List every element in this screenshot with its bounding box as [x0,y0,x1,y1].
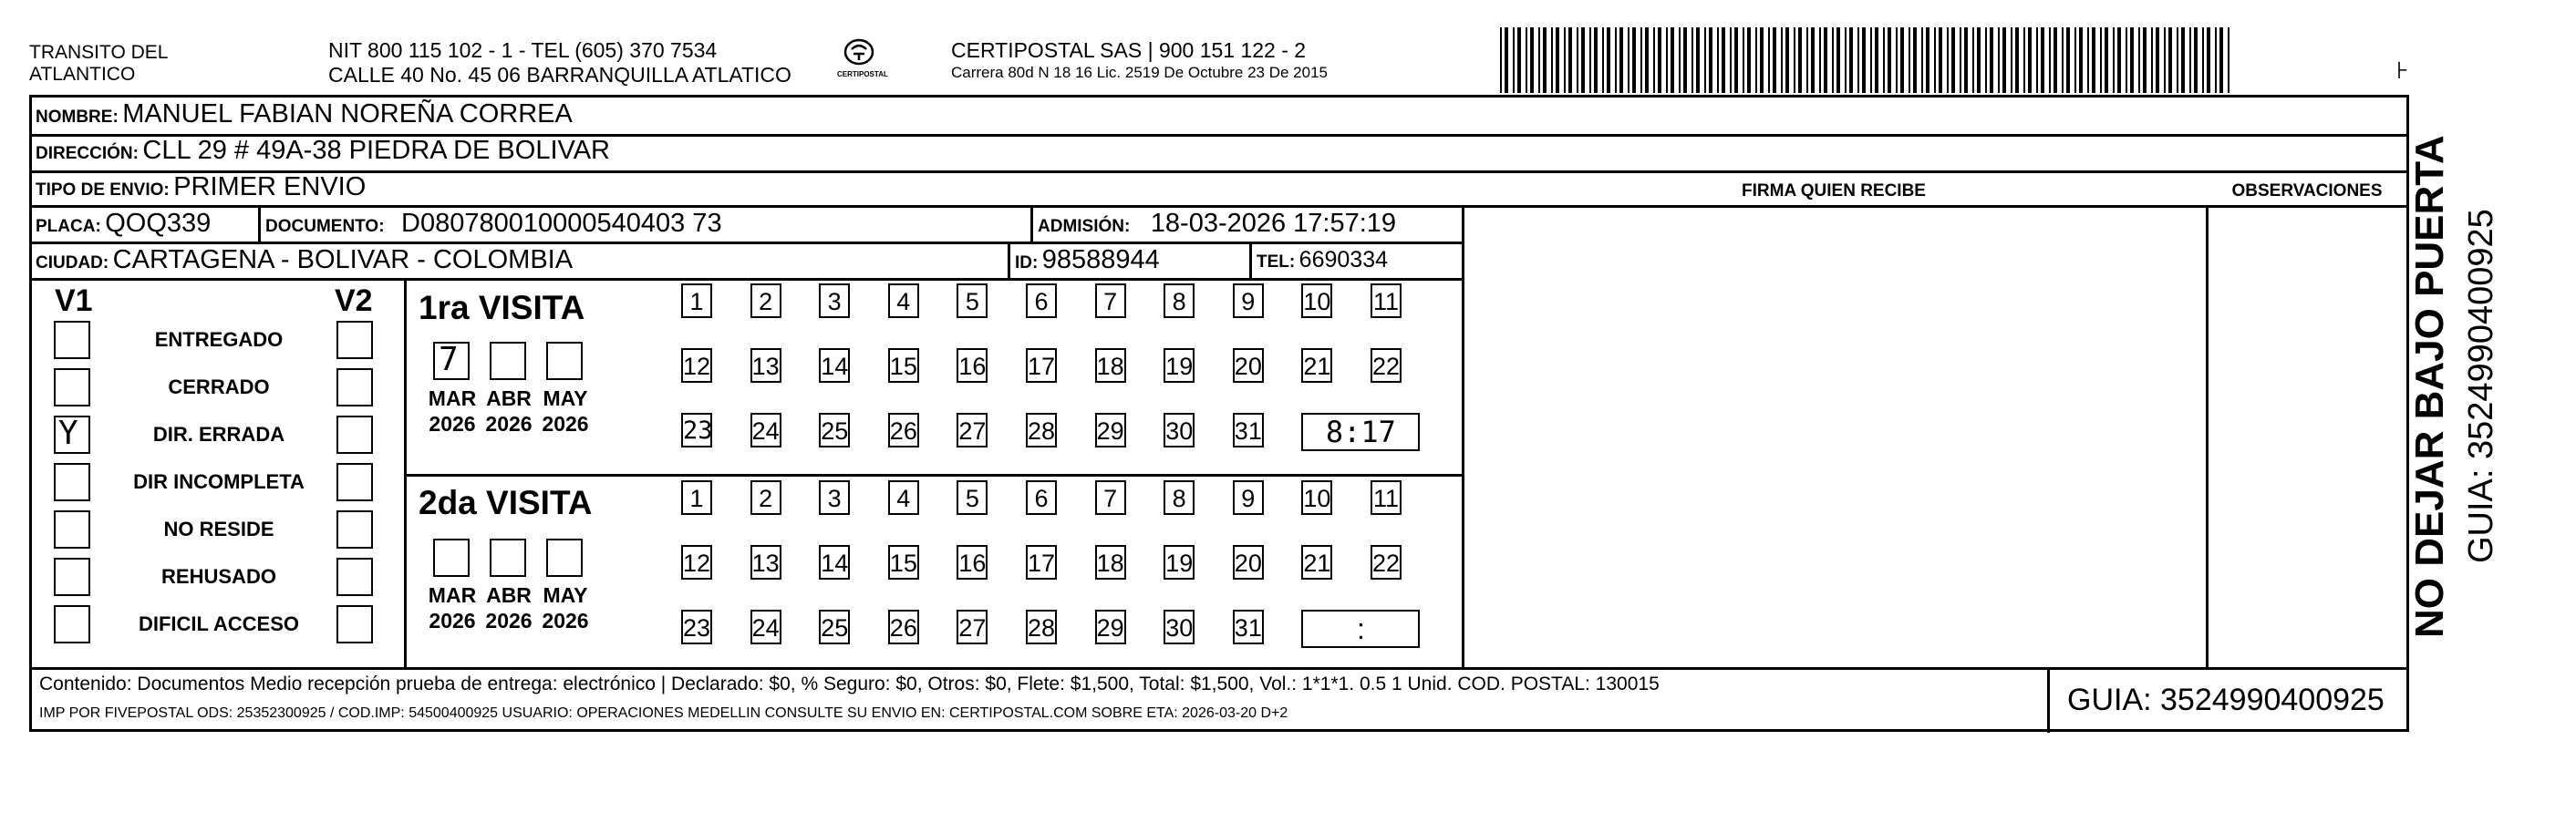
day-box[interactable]: 21 [1301,348,1332,383]
barcode-bar [1556,27,1559,93]
barcode-bar [1568,27,1572,93]
id-value: 98588944 [1041,245,1160,274]
v1-checkbox[interactable] [54,416,90,454]
v2-header: V2 [335,283,373,318]
day-box[interactable]: 30 [1164,610,1195,644]
status-label: NO RESIDE [163,518,274,540]
day-box[interactable]: 31 [1233,413,1264,447]
barcode-bar [1589,27,1591,93]
barcode-bar [1619,27,1623,93]
day-box[interactable]: 6 [1026,283,1057,318]
day-box[interactable]: 8 [1164,480,1195,515]
day-box[interactable]: 13 [750,348,781,383]
barcode-bar [2100,27,2102,93]
barcode-bar [1819,27,1821,93]
barcode-bar [2054,27,2057,93]
month-year: 2026 [429,609,476,632]
side-guia: GUIA: 3524990400925 [2462,209,2500,563]
barcode-bar [1730,27,1732,93]
month-name: MAY [543,583,588,607]
barcode-bar [1768,27,1770,93]
barcode-bar [1517,27,1521,93]
tipo-envio-row [36,172,366,202]
v2-checkbox[interactable] [336,416,373,454]
day-box[interactable]: 1 [681,283,712,318]
barcode-bar [1564,27,1566,93]
month-check-mark: 7 [439,341,459,378]
barcode-bar [1696,27,1700,93]
day-box[interactable]: 19 [1164,348,1195,383]
barcode-bar [2105,27,2108,93]
contenido-line: Contenido: Documentos Medio recepción prueba de entrega: electrónico | Declarado: $0, % Seguro: $0, Otros: $0, Flete: $1,500, Total: $1,500, Vol.: 1*1*1. 0.5 1 Unid. COD. POSTAL: 130015 [39,674,1660,694]
direccion-label: DIRECCIÓN: [36,144,139,163]
day-box[interactable]: 25 [819,610,850,644]
day-box[interactable]: 13 [750,545,781,580]
carrier-info [951,38,1328,83]
status-label: DIR INCOMPLETA [133,470,305,493]
day-box[interactable]: 16 [957,545,988,580]
v2-checkbox[interactable] [336,510,373,549]
day-box[interactable]: 22 [1371,545,1402,580]
company-contact [328,38,791,87]
barcode-bar [1760,27,1764,93]
barcode-bar [2181,27,2185,93]
day-box[interactable]: 18 [1095,348,1126,383]
status-label: REHUSADO [161,565,276,588]
barcode-bar [1939,27,1942,93]
tipo-envio-label: TIPO DE ENVIO: [36,180,170,200]
month-checkbox[interactable] [546,539,583,577]
barcode-bar [2028,27,2032,93]
barcode-bar [2143,27,2147,93]
barcode-bar [1794,27,1795,93]
barcode-bar [1806,27,1808,93]
barcode-bar [1998,27,2000,93]
barcode-bar [2215,27,2217,93]
barcode-bar [2177,27,2178,93]
barcode-bar [2164,27,2166,93]
carrier-line: CERTIPOSTAL SAS | 900 151 122 - 2 [951,38,1307,62]
day-box[interactable]: 17 [1026,545,1057,580]
barcode-bar [2194,27,2198,93]
barcode-bar [2011,27,2012,93]
barcode-bar [1896,27,1898,93]
v2-checkbox[interactable] [336,368,373,406]
barcode-bar [2202,27,2204,93]
barcode-bar [1832,27,1834,93]
time-box[interactable]: 8:17 [1301,413,1420,451]
barcode-bar [2228,27,2229,93]
day-box[interactable]: 21 [1301,545,1332,580]
barcode-bar [1857,27,1859,93]
barcode-bar [1505,27,1508,93]
barcode-bar [1671,27,1674,93]
barcode-bar [1875,27,1878,93]
barcode-bar [1607,27,1610,93]
day-box[interactable]: 4 [888,283,919,318]
nombre-row [36,99,573,129]
day-box[interactable]: 12 [681,545,712,580]
v1-checkbox[interactable] [54,321,90,359]
logo-icon [843,38,875,66]
barcode-bar [1743,27,1744,93]
barcode-bar [2207,27,2210,93]
barcode-bar [1543,27,1547,93]
barcode-bar [1862,27,1866,93]
barcode-bar [2062,27,2064,93]
barcode-bar [1913,27,1917,93]
barcode-bar [1653,27,1655,93]
barcode-bar [2049,27,2051,93]
day-box[interactable]: 22 [1371,348,1402,383]
day-box[interactable]: 5 [957,480,988,515]
day-box[interactable]: 7 [1095,283,1126,318]
barcode-bar [1594,27,1598,93]
day-box[interactable]: 11 [1371,480,1402,515]
month-checkbox[interactable] [490,342,526,380]
barcode-bar [1888,27,1891,93]
barcode-bar [1836,27,1840,93]
second-visit-title: 2da VISITA [419,484,593,521]
documento-label: DOCUMENTO: [265,217,385,236]
barcode-bar [2074,27,2076,93]
month-year: 2026 [542,412,589,436]
v1-header: V1 [55,283,93,318]
barcode-bar [1628,27,1629,93]
admision-value: 18-03-2026 17:57:19 [1150,209,1397,238]
barcode-bar [1781,27,1783,93]
observaciones-header: OBSERVACIONES [2231,181,2383,201]
barcode-bar [2130,27,2134,93]
day-box[interactable]: 24 [750,413,781,447]
barcode-bar [2066,27,2070,93]
v1-check-mark: Y [58,415,78,452]
barcode-bar [1900,27,1904,93]
nombre-value: MANUEL FABIAN NOREÑA CORREA [122,99,573,129]
barcode-bar [1734,27,1738,93]
day-box[interactable]: 29 [1095,413,1126,447]
status-label: DIR. ERRADA [152,423,285,446]
day-box[interactable]: 16 [957,348,988,383]
barcode [1500,27,2231,93]
nombre-label: NOMBRE: [36,108,119,127]
direccion-value: CLL 29 # 49A-38 PIEDRA DE BOLIVAR [142,136,610,165]
barcode-bar [1691,27,1693,93]
id-field [1015,245,1160,275]
day-box[interactable]: 28 [1026,413,1057,447]
direccion-row [36,136,610,166]
barcode-bar [1530,27,1534,93]
barcode-bar [1811,27,1815,93]
barcode-bar [1977,27,1981,93]
day-box[interactable]: 5 [957,283,988,318]
month-label [477,386,541,437]
barcode-bar [1581,27,1585,93]
v2-checkbox[interactable] [336,463,373,501]
month-label [420,386,484,437]
barcode-graphic [1500,27,2231,93]
status-label: CERRADO [168,375,270,398]
day-box[interactable]: 12 [681,348,712,383]
day-box[interactable]: 27 [957,610,988,644]
day-box[interactable]: 17 [1026,348,1057,383]
firma-header: FIRMA QUIEN RECIBE [1742,181,1926,201]
status-label: DIFICIL ACCESO [138,612,299,635]
barcode-bar [1926,27,1929,93]
month-label [477,582,541,633]
month-label [533,386,597,437]
day-box[interactable]: 28 [1026,610,1057,644]
time-box[interactable]: : [1301,610,1420,648]
barcode-bar [1500,27,1502,93]
ciudad-label: CIUDAD: [36,253,109,273]
barcode-bar [1645,27,1649,93]
barcode-bar [1960,27,1961,93]
barcode-bar [1615,27,1617,93]
day-box[interactable]: 6 [1026,480,1057,515]
day-box[interactable]: 9 [1233,480,1264,515]
barcode-bar [1658,27,1661,93]
month-year: 2026 [542,609,589,632]
barcode-bar [2113,27,2115,93]
corner-mark: ⊦ [2396,57,2409,84]
ciudad-field [36,245,573,275]
day-box[interactable]: 26 [888,413,919,447]
day-box[interactable]: 14 [819,545,850,580]
barcode-bar [1798,27,1802,93]
barcode-bar [2092,27,2095,93]
day-box[interactable]: 14 [819,348,850,383]
month-name: MAR [428,386,477,410]
month-checkbox[interactable] [490,539,526,577]
day-box[interactable]: 24 [750,610,781,644]
address-line: CALLE 40 No. 45 06 BARRANQUILLA ATLATICO [328,63,791,87]
barcode-bar [1849,27,1853,93]
day-box[interactable]: 1 [681,480,712,515]
barcode-bar [1704,27,1706,93]
barcode-bar [1709,27,1712,93]
barcode-bar [1951,27,1955,93]
day-box[interactable]: 9 [1233,283,1264,318]
day-box[interactable]: 31 [1233,610,1264,644]
barcode-bar [1990,27,1993,93]
barcode-bar [1538,27,1540,93]
day-box[interactable]: 2 [750,480,781,515]
tipo-envio-value: PRIMER ENVIO [173,172,367,201]
barcode-bar [1934,27,1936,93]
footer-guia: GUIA: 3524990400925 [2067,683,2385,717]
day-box[interactable]: 27 [957,413,988,447]
barcode-bar [2023,27,2025,93]
month-checkbox[interactable] [433,539,470,577]
ciudad-value: CARTAGENA - BOLIVAR - COLOMBIA [112,245,574,274]
month-name: MAY [543,386,588,410]
v1-checkbox[interactable] [54,605,90,643]
v1-checkbox[interactable] [54,368,90,406]
barcode-bar [1666,27,1668,93]
month-label [533,582,597,633]
day-box[interactable]: 19 [1164,545,1195,580]
day-box[interactable]: 29 [1095,610,1126,644]
barcode-bar [1722,27,1725,93]
barcode-bar [2151,27,2153,93]
barcode-bar [1526,27,1527,93]
barcode-bar [2079,27,2083,93]
barcode-bar [1909,27,1910,93]
barcode-bar [1632,27,1636,93]
day-box[interactable]: 2 [750,283,781,318]
barcode-bar [1883,27,1885,93]
barcode-bar [2002,27,2006,93]
barcode-bar [1747,27,1751,93]
barcode-bar [2219,27,2223,93]
barcode-bar [2036,27,2038,93]
company-name: TRANSITO DEL ATLANTICO [29,42,169,85]
v2-checkbox[interactable] [336,558,373,596]
barcode-bar [1921,27,1923,93]
day-box[interactable]: 18 [1095,545,1126,580]
license-line: Carrera 80d N 18 16 Lic. 2519 De Octubre 23 De 2015 [951,64,1328,81]
certipostal-logo: CERTIPOSTAL [837,38,881,78]
id-label: ID: [1015,253,1039,273]
v2-checkbox[interactable] [336,321,373,359]
barcode-bar [1513,27,1515,93]
day-box[interactable]: 20 [1233,545,1264,580]
barcode-bar [1985,27,1987,93]
day-box[interactable]: 23 [681,413,712,447]
imp-line: IMP POR FIVEPOSTAL ODS: 25352300925 / COD.IMP: 54500400925 USUARIO: OPERACIONES MEDELLIN CONSULTE SU ENVIO EN: CERTIPOSTAL.COM SOBRE ETA: 2026-03-20 D+2 [39,705,1288,721]
day-box[interactable]: 3 [819,480,850,515]
day-box[interactable]: 10 [1301,283,1332,318]
barcode-bar [1679,27,1681,93]
v1-checkbox[interactable] [54,510,90,549]
day-box[interactable]: 23 [681,610,712,644]
barcode-bar [1640,27,1642,93]
tel-value: 6690334 [1298,247,1388,273]
month-name: ABR [486,583,532,607]
placa-label: PLACA: [36,217,101,236]
day-box[interactable]: 15 [888,348,919,383]
placa-field [36,209,211,239]
nit-line: NIT 800 115 102 - 1 - TEL (605) 370 7534 [328,38,718,62]
barcode-bar [1972,27,1974,93]
day-box[interactable]: 20 [1233,348,1264,383]
barcode-bar [2189,27,2191,93]
admision-field [1038,209,1396,239]
barcode-bar [1824,27,1827,93]
barcode-bar [2041,27,2044,93]
barcode-bar [2126,27,2127,93]
barcode-bar [2015,27,2019,93]
day-box[interactable]: 26 [888,610,919,644]
day-box[interactable]: 3 [819,283,850,318]
day-box[interactable]: 30 [1164,413,1195,447]
barcode-bar [1551,27,1553,93]
month-name: MAR [428,583,477,607]
barcode-bar [1755,27,1757,93]
month-checkbox[interactable] [546,342,583,380]
barcode-bar [1683,27,1687,93]
barcode-bar [2168,27,2172,93]
month-year: 2026 [485,609,533,632]
barcode-bar [2156,27,2159,93]
day-box[interactable]: 25 [819,413,850,447]
first-visit-title: 1ra VISITA [419,289,585,326]
documento-value: D080780010000540403 73 [401,209,722,238]
barcode-bar [1964,27,1968,93]
documento-field [265,209,722,239]
barcode-bar [2087,27,2089,93]
day-box[interactable]: 15 [888,545,919,580]
admision-label: ADMISIÓN: [1038,217,1131,236]
tel-label: TEL: [1257,252,1296,272]
barcode-bar [2117,27,2121,93]
status-label: ENTREGADO [154,328,284,351]
barcode-bar [1845,27,1847,93]
no-dejar-warning: NO DEJAR BAJO PUERTA [2407,135,2452,638]
barcode-bar [1577,27,1578,93]
v1-checkbox[interactable] [54,463,90,501]
placa-value: QOQ339 [105,209,212,238]
barcode-bar [1602,27,1604,93]
tel-field [1257,247,1388,273]
day-box[interactable]: 8 [1164,283,1195,318]
month-label [420,582,484,633]
v2-checkbox[interactable] [336,605,373,643]
barcode-bar [2138,27,2140,93]
month-name: ABR [486,386,532,410]
barcode-bar [1773,27,1776,93]
v1-checkbox[interactable] [54,558,90,596]
day-box[interactable]: 4 [888,480,919,515]
barcode-bar [1785,27,1789,93]
delivery-sheet [29,95,2409,732]
day-box[interactable]: 7 [1095,480,1126,515]
month-year: 2026 [429,412,476,436]
barcode-bar [1870,27,1872,93]
barcode-bar [1717,27,1719,93]
barcode-bar [1947,27,1949,93]
day-box[interactable]: 11 [1371,283,1402,318]
day-box[interactable]: 10 [1301,480,1332,515]
month-year: 2026 [485,412,533,436]
month-checkbox[interactable] [433,342,470,380]
